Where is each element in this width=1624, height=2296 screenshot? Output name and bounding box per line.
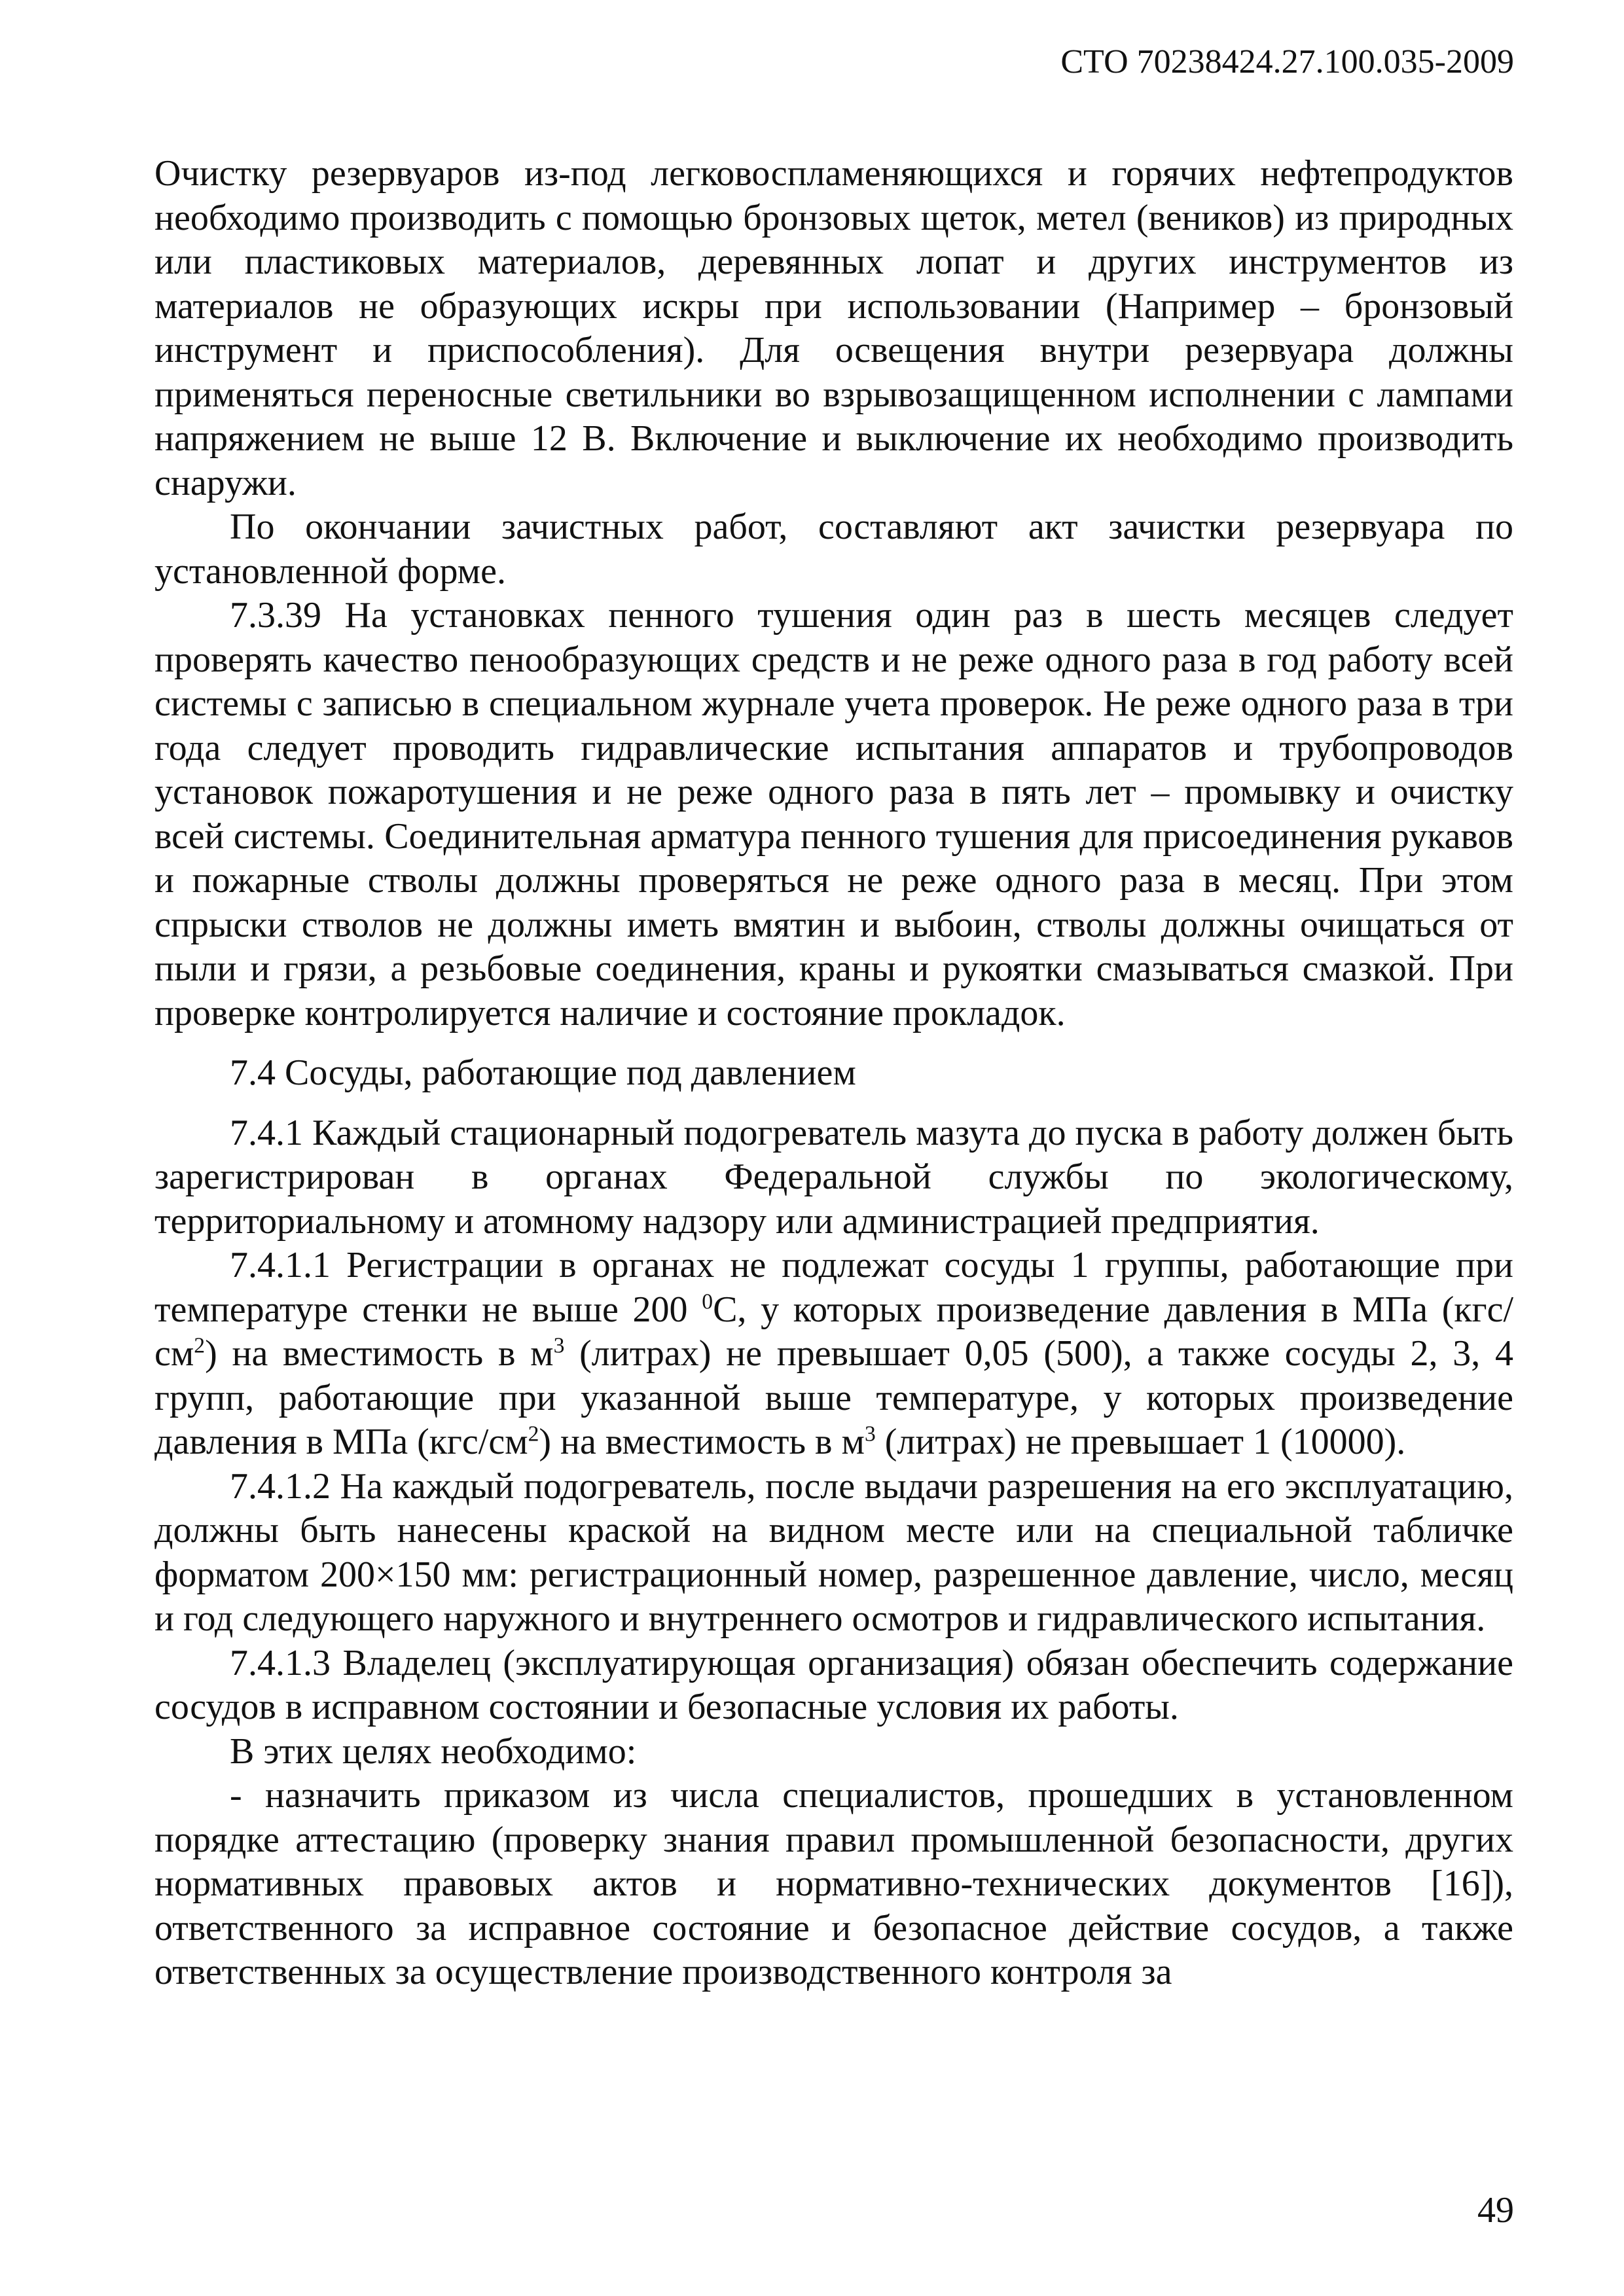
paragraph-7-4-1-2-marking: 7.4.1.2 На каждый подогреватель, после выдачи разрешения на его эксплуатацию, должны быть нанесены краской на видном месте или на специальной табличке форматом 200×150 мм: регистрационный номер, разрешенное давление, число, месяц и год следующего наружного и внутреннего осмотров и гидравлического испытания. [154,1465,1513,1639]
document-code-header: СТО 70238424.27.100.035-2009 [1060,43,1514,81]
list-item-appoint-responsible: - назначить приказом из числа специалистов, прошедших в установленном порядке аттестацию (проверку знания правил промышленной безопасности, других нормативных правовых актов и нормативно-технических документов [16]), ответственного за исправное состояние и безопасное действие сосудов, а также ответственных за осуществление производственного контроля за [154,1775,1513,1992]
paragraph-purposes-intro: В этих целях необходимо: [230,1731,637,1772]
paragraph-7-4-1-1-exemptions: 7.4.1.1 Регистрации в органах не подлежат сосуды 1 группы, работающие при температуре стенки не выше 200 $^0$С, у которых произведение давления в МПа $(кгс/см^2)$ на вместимость в $м^3$ (литрах) не превышает 0,05 (500), а также сосуды 2, 3, 4 групп, работающие при указанной выше температуре, у которых произведение давления в МПа $(кгс/см^2)$ на вместимость в $м^3$ (литрах) не превышает 1 (10000). [154,1245,1514,1462]
page-number: 49 [1477,2190,1514,2231]
paragraph-cleaning-act: По окончании зачистных работ, составляют акт зачистки резервуара по установленной форме. [154,507,1513,592]
paragraph-7-3-39-foam-extinguishing: 7.3.39 На установках пенного тушения один раз в шесть месяцев следует проверять качество пенообразующих средств и не реже одного раза в год работу всей системы с записью в специальном журнале учета проверок. Не реже одного раза в три года следует проводить гидравлические испытания аппаратов и трубопроводов установок пожаротушения и не реже одного раза в пять лет – промывку и очистку всей системы. Соединительная арматура пенного тушения для присоединения рукавов и пожарные стволы должны проверяться не реже одного раза в месяц. При этом спрыски стволов не должны иметь вмятин и выбоин, стволы должны очищаться от пыли и грязи, а резьбовые соединения, краны и рукоятки смазываться смазкой. При проверке контролируется наличие и состояние прокладок. [154,595,1513,1033]
paragraph-tank-cleaning-tools: Очистку резервуаров из-под легковоспламеняющихся и горячих нефтепродуктов необходимо производить с помощью бронзовых щеток, метел (веников) из природных или пластиковых материалов, деревянных лопат и других инструментов из материалов не образующих искры при использовании (Например – бронзовый инструмент и приспособления). Для освещения внутри резервуара должны применяться переносные светильники во взрывозащищенном исполнении с лампами напряжением не выше 12 В. Включение и выключение их необходимо производить снаружи. [154,153,1513,503]
document-body [154,152,1513,1995]
section-heading-7-4: 7.4 Сосуды, работающие под давлением [230,1052,856,1093]
paragraph-7-4-1-3-owner-duties: 7.4.1.3 Владелец (эксплуатирующая организация) обязан обеспечить содержание сосудов в исправном состоянии и безопасные условия их работы. [154,1642,1513,1727]
paragraph-7-4-1-registration: 7.4.1 Каждый стационарный подогреватель мазута до пуска в работу должен быть зарегистрирован в органах Федеральной службы по экологическому, территориальному и атомному надзору или администрацией предприятия. [154,1112,1513,1242]
